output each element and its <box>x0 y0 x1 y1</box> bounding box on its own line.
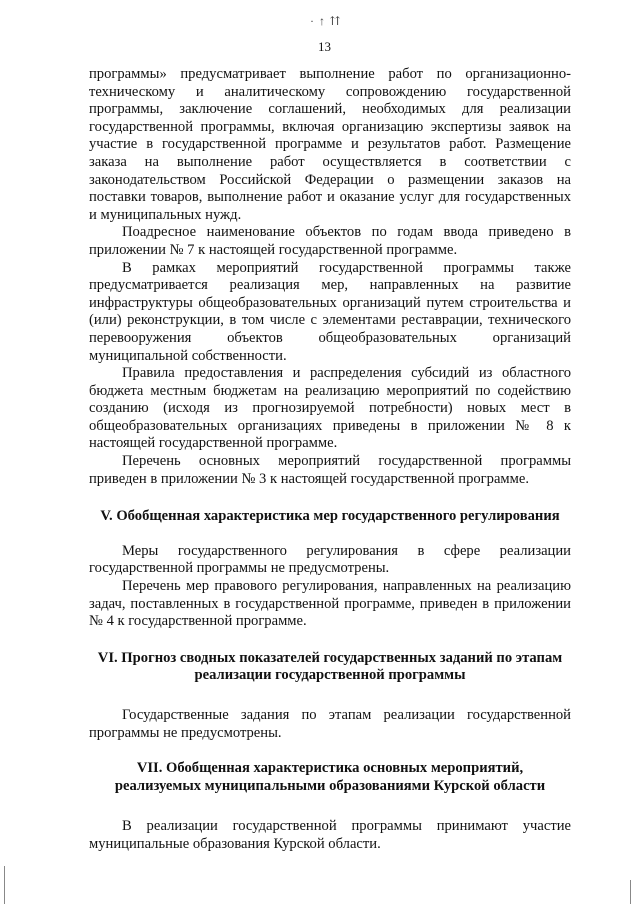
paragraph: Меры государственного регулирования в сфере реализации государственной программы не предусмотрены. <box>89 542 571 577</box>
paragraph: В реализации государственной программы принимают участие муниципальные образования Курской области. <box>89 818 571 852</box>
scan-edge-mark <box>630 880 631 904</box>
heading-line: реализуемых муниципальными образованиями Курской области <box>114 777 546 794</box>
paragraph: программы» предусматривает выполнение работ по организационно-техническому и аналитическому сопровождению государственной программы, заключение соглашений, необходимых для реализации государственной программы, включая организацию экспертизы заявок на участие в государственной программе и результатов работ. Размещение заказа на выполнение работ осуществляется в соответствии с законодательством Российской Федерации о размещении заказов на поставки товаров, выполнение работ и оказание услуг для государственных и муниципальных нужд. <box>89 66 571 223</box>
paragraph: Поадресное наименование объектов по годам ввода приведено в приложении № 7 к настоящей государственной программе. <box>89 224 571 258</box>
heading-line: VII. Обобщенная характеристика основных мероприятий, <box>136 760 524 777</box>
heading-line: VI. Прогноз сводных показателей государственных заданий по этапам <box>97 649 563 666</box>
heading-line: реализации государственной программы <box>194 667 466 684</box>
page-number: 13 <box>318 39 331 54</box>
document-body <box>89 66 571 854</box>
paragraph: В рамках мероприятий государственной программы также предусматривается реализация мер, направленных на развитие инфраструктуры общеобразовательных организаций путем строительства и (или) реконструкции, в том числе с элементами реставрации, технического перевооружения объектов общеобразовательных организаций муниципальной собственности. <box>89 259 571 364</box>
header-mark: · ↑ ⇈ <box>310 14 342 28</box>
section-7-heading <box>89 760 571 795</box>
section-5-heading: V. Обобщенная характеристика мер государственного регулирования <box>100 508 560 525</box>
section-6-heading <box>89 650 571 685</box>
paragraph: Перечень мер правового регулирования, направленных на реализацию задач, поставленных в государственной программе, приведен в приложении № 4 к государственной программе. <box>89 578 571 630</box>
paragraph: Государственные задания по этапам реализации государственной программы не предусмотрены. <box>89 707 571 741</box>
scan-edge-mark <box>4 866 5 904</box>
paragraph: Правила предоставления и распределения субсидий из областного бюджета местным бюджетам на реализацию мероприятий по содействию созданию (исходя из прогнозируемой потребности) новых мест в общеобразовательных организациях приведены в приложении № 8 к настоящей государственной программе. <box>89 365 571 452</box>
paragraph: Перечень основных мероприятий государственной программы приведен в приложении № 3 к настоящей государственной программе. <box>89 453 571 487</box>
